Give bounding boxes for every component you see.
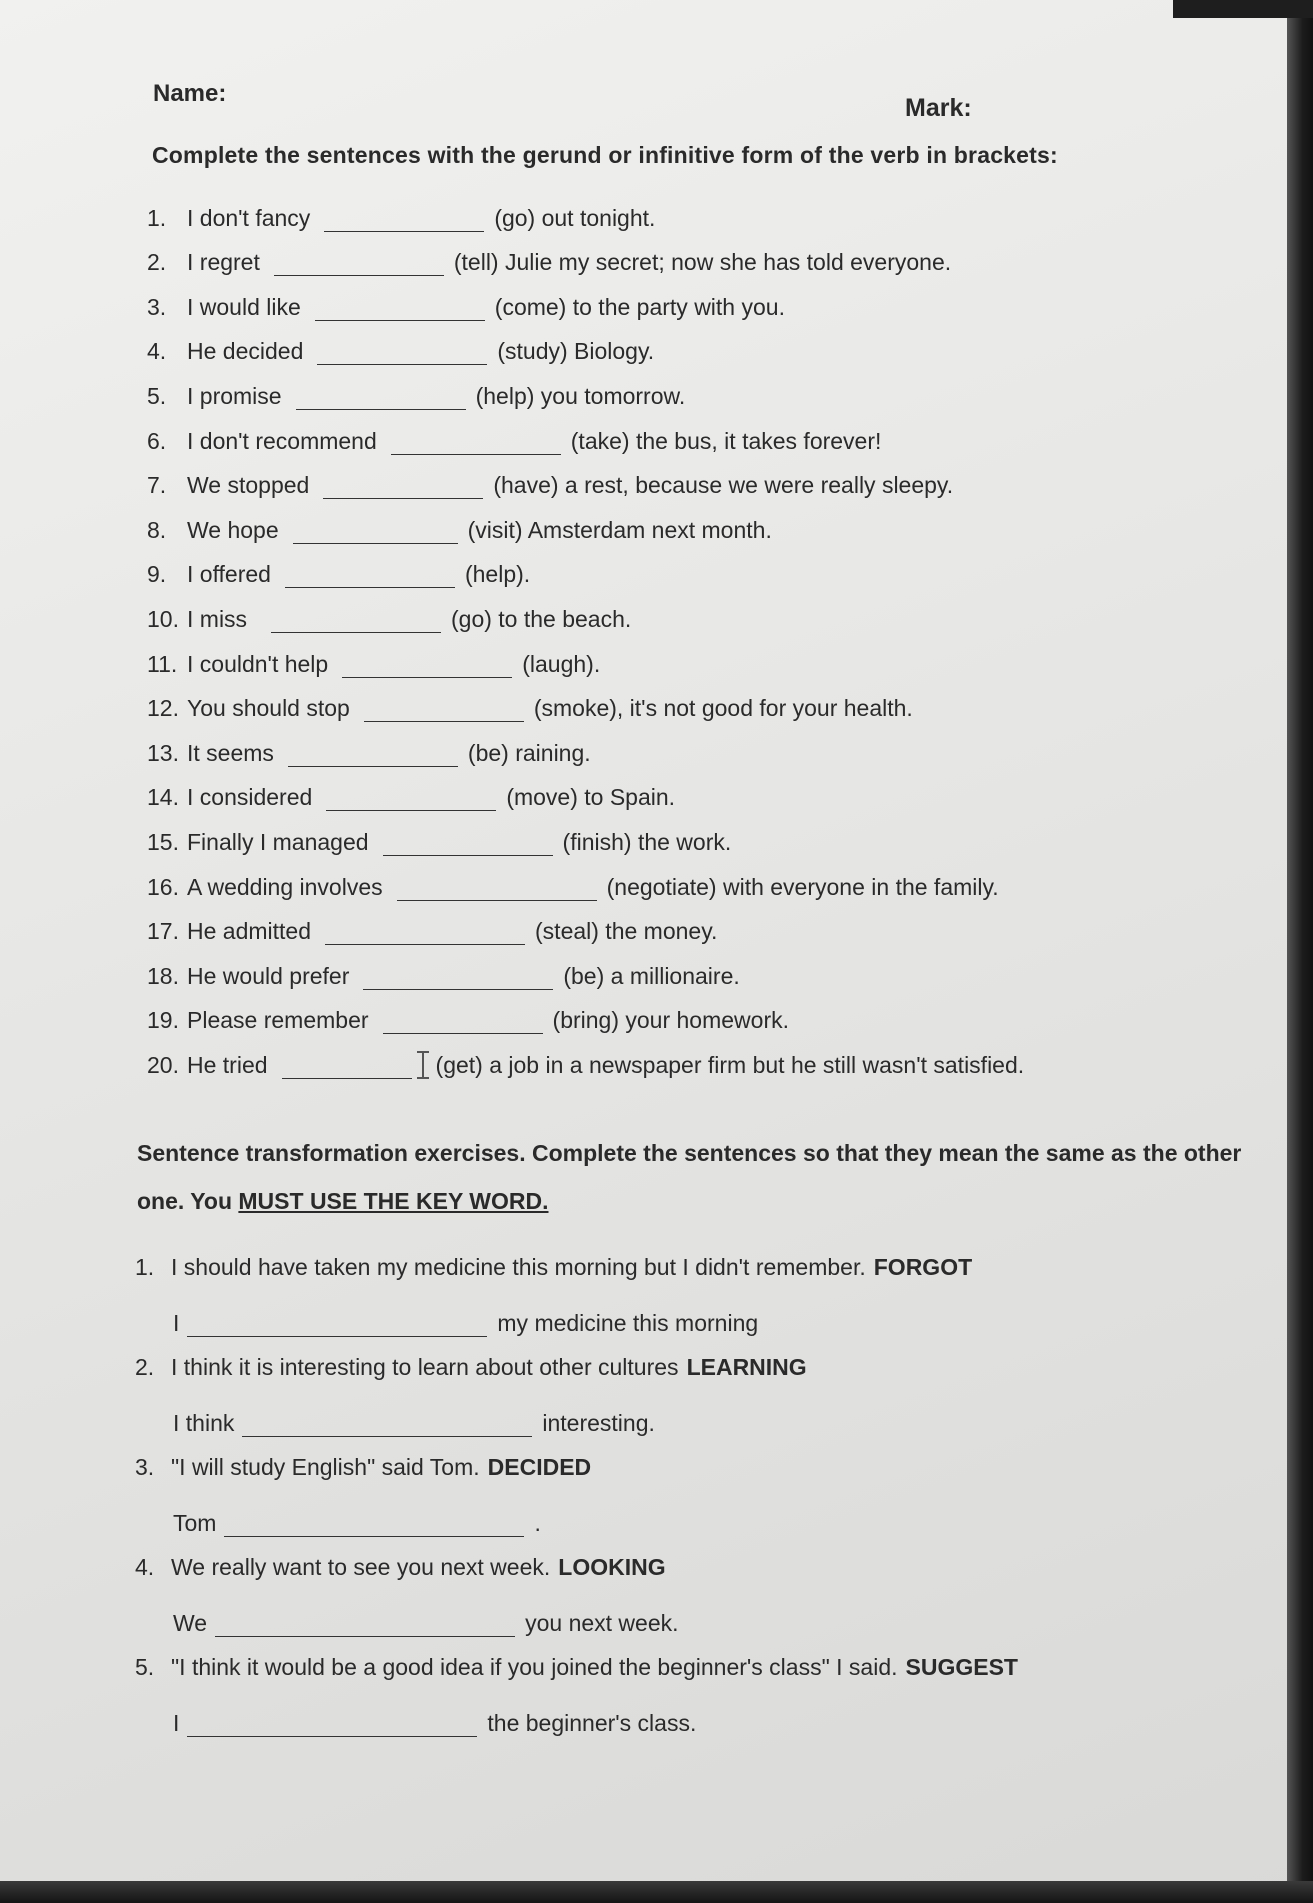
- answer-blank[interactable]: [242, 1418, 532, 1437]
- transformation-sentence: We really want to see you next week.: [171, 1553, 551, 1580]
- exercise-number: 11.: [147, 650, 178, 677]
- transformation-item: [135, 1337, 1265, 1381]
- exercise-item: [147, 678, 1265, 723]
- transformation-answer-row: [135, 1481, 1265, 1537]
- answer-end: interesting.: [542, 1409, 655, 1436]
- answer-blank[interactable]: [383, 1015, 543, 1034]
- transformation-answer-row: [135, 1381, 1265, 1437]
- transformation-answer-row: [135, 1581, 1265, 1637]
- exercise-verb-hint: (get) a job in a newspaper firm but he still wasn't satisfied.: [435, 1051, 1025, 1078]
- transformation-sentence: I should have taken my medicine this morning but I didn't remember.: [171, 1253, 866, 1280]
- section2-title-text: Sentence transformation exercises. Complete the sentences so that they mean the same as the other one. You: [137, 1139, 1242, 1214]
- answer-blank[interactable]: [326, 792, 496, 811]
- transformation-number: 1.: [135, 1253, 155, 1280]
- exercise-item: [147, 544, 1265, 589]
- answer-blank[interactable]: [383, 837, 553, 856]
- exercise-verb-hint: (go) to the beach.: [451, 605, 632, 632]
- answer-start: We: [173, 1609, 208, 1636]
- gerund-infinitive-exercise-list: [147, 187, 1265, 1079]
- exercise-prompt: A wedding involves: [187, 873, 383, 900]
- exercise-number: 5.: [147, 382, 167, 409]
- answer-start: Tom: [173, 1509, 217, 1536]
- transformation-number: 2.: [135, 1353, 155, 1380]
- exercise-verb-hint: (laugh).: [522, 650, 601, 677]
- exercise-number: 17.: [147, 918, 179, 945]
- transformation-item: [135, 1537, 1265, 1581]
- answer-blank[interactable]: [391, 436, 561, 455]
- transformation-number: 5.: [135, 1653, 155, 1680]
- exercise-number: 2.: [147, 249, 167, 276]
- exercise-verb-hint: (study) Biology.: [497, 338, 655, 365]
- name-label: Name:: [153, 80, 227, 107]
- exercise-number: 10.: [147, 605, 179, 632]
- answer-blank[interactable]: [224, 1518, 524, 1537]
- answer-blank[interactable]: [274, 257, 444, 276]
- answer-blank[interactable]: [325, 926, 525, 945]
- exercise-number: 18.: [147, 962, 179, 989]
- exercise-prompt: I couldn't help: [187, 650, 329, 677]
- exercise-number: 14.: [147, 784, 179, 811]
- exercise-prompt: I offered: [187, 561, 271, 588]
- answer-end: .: [534, 1509, 541, 1536]
- exercise-item: [147, 856, 1265, 901]
- exercise-verb-hint: (bring) your homework.: [552, 1007, 789, 1034]
- exercise-verb-hint: (take) the bus, it takes forever!: [570, 427, 882, 454]
- answer-blank[interactable]: [282, 1060, 412, 1079]
- answer-blank[interactable]: [285, 569, 455, 588]
- exercise-item: [147, 633, 1265, 678]
- answer-blank[interactable]: [288, 748, 458, 767]
- exercise-item: [147, 232, 1265, 277]
- exercise-prompt: I considered: [187, 784, 313, 811]
- answer-blank[interactable]: [324, 213, 484, 232]
- exercise-number: 15.: [147, 828, 179, 855]
- answer-blank[interactable]: [187, 1318, 487, 1337]
- exercise-number: 9.: [147, 561, 167, 588]
- exercise-prompt: He admitted: [187, 918, 312, 945]
- answer-blank[interactable]: [271, 614, 441, 633]
- exercise-verb-hint: (negotiate) with everyone in the family.: [606, 873, 999, 900]
- answer-blank[interactable]: [323, 480, 483, 499]
- exercise-item: [147, 588, 1265, 633]
- answer-end: you next week.: [525, 1609, 679, 1636]
- answer-blank[interactable]: [342, 659, 512, 678]
- exercise-prompt: I promise: [187, 382, 282, 409]
- exercise-prompt: I miss: [187, 605, 248, 632]
- exercise-number: 16.: [147, 873, 179, 900]
- exercise-item: [147, 767, 1265, 812]
- transformation-sentence: "I think it would be a good idea if you joined the beginner's class" I said.: [171, 1653, 898, 1680]
- worksheet: [135, 72, 1265, 1737]
- answer-end: my medicine this morning: [497, 1309, 759, 1336]
- exercise-item: [147, 321, 1265, 366]
- screen-bezel-right: [1287, 0, 1313, 1903]
- transformation-sentence: I think it is interesting to learn about other cultures: [171, 1353, 679, 1380]
- text-cursor-icon: [416, 1051, 430, 1079]
- transformation-answer-row: [135, 1281, 1265, 1337]
- answer-start: I: [173, 1709, 180, 1736]
- exercise-verb-hint: (go) out tonight.: [494, 204, 656, 231]
- key-word: FORGOT: [873, 1253, 973, 1280]
- exercise-verb-hint: (smoke), it's not good for your health.: [533, 695, 913, 722]
- exercise-item: [147, 410, 1265, 455]
- mark-label: Mark:: [905, 94, 972, 122]
- exercise-number: 6.: [147, 427, 167, 454]
- exercise-item: [147, 722, 1265, 767]
- exercise-item: [147, 187, 1265, 232]
- exercise-prompt: Please remember: [187, 1007, 369, 1034]
- section2-title: [137, 1129, 1247, 1225]
- exercise-item: [147, 945, 1265, 990]
- exercise-verb-hint: (be) raining.: [467, 739, 591, 766]
- exercise-item: [147, 365, 1265, 410]
- exercise-number: 4.: [147, 338, 167, 365]
- exercise-prompt: You should stop: [187, 695, 350, 722]
- key-word: DECIDED: [487, 1453, 592, 1480]
- exercise-prompt: We hope: [187, 516, 279, 543]
- answer-blank[interactable]: [315, 302, 485, 321]
- answer-blank[interactable]: [296, 391, 466, 410]
- exercise-verb-hint: (be) a millionaire.: [563, 962, 740, 989]
- exercise-prompt: I regret: [187, 249, 260, 276]
- exercise-verb-hint: (finish) the work.: [562, 828, 732, 855]
- exercise-number: 13.: [147, 739, 179, 766]
- answer-start: I: [173, 1309, 180, 1336]
- exercise-prompt: It seems: [187, 739, 274, 766]
- key-word: LOOKING: [558, 1553, 666, 1580]
- exercise-item: [147, 1034, 1265, 1079]
- exercise-item: [147, 499, 1265, 544]
- exercise-verb-hint: (steal) the money.: [535, 918, 718, 945]
- section2-title-key-word-rule: MUST USE THE KEY WORD.: [238, 1187, 549, 1214]
- answer-blank[interactable]: [293, 525, 458, 544]
- answer-end: the beginner's class.: [487, 1709, 697, 1736]
- exercise-number: 12.: [147, 695, 179, 722]
- answer-blank[interactable]: [363, 971, 553, 990]
- exercise-prompt: I don't fancy: [187, 204, 311, 231]
- transformation-number: 3.: [135, 1453, 155, 1480]
- transformation-item: [135, 1637, 1265, 1681]
- exercise-item: [147, 990, 1265, 1035]
- transformation-sentence: "I will study English" said Tom.: [171, 1453, 480, 1480]
- exercise-prompt: He tried: [187, 1051, 268, 1078]
- answer-start: I think: [173, 1409, 235, 1436]
- exercise-verb-hint: (move) to Spain.: [506, 784, 676, 811]
- exercise-prompt: He would prefer: [187, 962, 350, 989]
- answer-blank[interactable]: [397, 882, 597, 901]
- exercise-verb-hint: (come) to the party with you.: [494, 293, 785, 320]
- exercise-verb-hint: (visit) Amsterdam next month.: [467, 516, 772, 543]
- exercise-number: 3.: [147, 293, 167, 320]
- exercise-number: 8.: [147, 516, 167, 543]
- section1-instruction: Complete the sentences with the gerund or infinitive form of the verb in brackets:: [152, 142, 1058, 168]
- answer-blank[interactable]: [317, 346, 487, 365]
- exercise-number: 1.: [147, 204, 167, 231]
- transformation-exercise-list: [135, 1237, 1265, 1737]
- exercise-prompt: He decided: [187, 338, 304, 365]
- exercise-number: 7.: [147, 472, 167, 499]
- exercise-verb-hint: (have) a rest, because we were really sleepy.: [493, 472, 954, 499]
- exercise-verb-hint: (help).: [464, 561, 531, 588]
- exercise-item: [147, 901, 1265, 946]
- screen-bezel-top: [1173, 0, 1313, 18]
- transformation-answer-row: [135, 1681, 1265, 1737]
- exercise-item: [147, 276, 1265, 321]
- key-word: LEARNING: [686, 1353, 807, 1380]
- exercise-verb-hint: (help) you tomorrow.: [475, 382, 686, 409]
- exercise-prompt: We stopped: [187, 472, 310, 499]
- exercise-number: 19.: [147, 1007, 179, 1034]
- transformation-item: [135, 1237, 1265, 1281]
- screen-bezel-bottom: [0, 1881, 1313, 1903]
- transformation-item: [135, 1437, 1265, 1481]
- exercise-prompt: Finally I managed: [187, 828, 369, 855]
- answer-blank[interactable]: [364, 703, 524, 722]
- key-word: SUGGEST: [905, 1653, 1018, 1680]
- transformation-number: 4.: [135, 1553, 155, 1580]
- exercise-prompt: I don't recommend: [187, 427, 377, 454]
- exercise-item: [147, 811, 1265, 856]
- header-row: [135, 72, 1265, 132]
- answer-blank[interactable]: [187, 1718, 477, 1737]
- answer-blank[interactable]: [215, 1618, 515, 1637]
- exercise-item: [147, 455, 1265, 500]
- exercise-number: 20.: [147, 1051, 179, 1078]
- exercise-verb-hint: (tell) Julie my secret; now she has told everyone.: [453, 249, 952, 276]
- exercise-prompt: I would like: [187, 293, 301, 320]
